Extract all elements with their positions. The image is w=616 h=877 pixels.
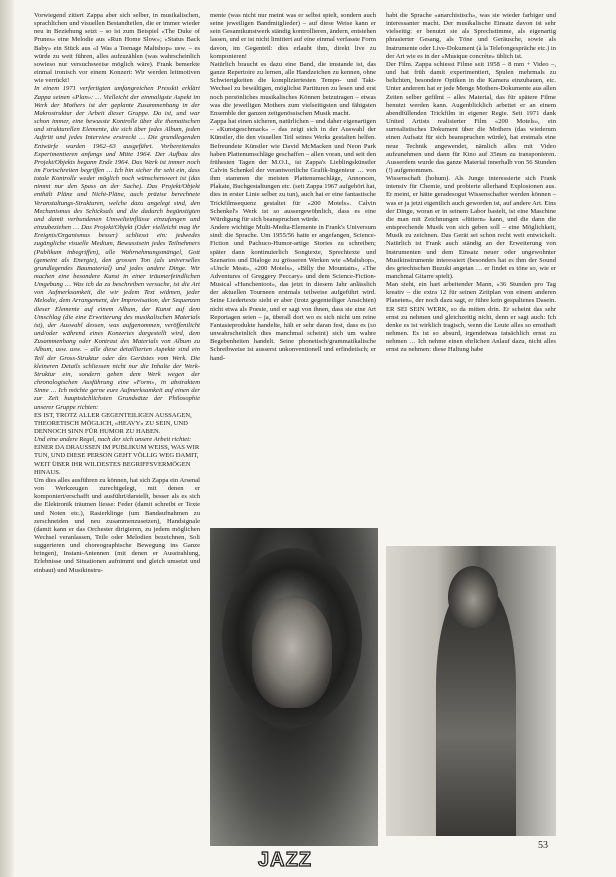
standing-photo <box>386 546 556 836</box>
paragraph: habt die Sprache «anarchistisch», was sie wieder farbiger und interessanter macht. Der musikalische Einsatz davon ist sehr vielseitig: er benutzt sie als Sprechstimme, als eigenartig phrasierter Gesang, als Töne und Geräusche, sowie als Instrumente oder Live-Dokument (à la Telefongespräche etc.) in der Art wie es in der «Musique concrète» üblich ist. <box>386 12 556 60</box>
motto-heavy: ES IST, TROTZ ALLER GEGENTEILIGEN AUSSAGEN, THEORETISCH MÖGLICH, «HEAVY» ZU SEIN, UND DENNOCH SINN FÜR HUMOR ZU HABEN. <box>34 411 192 435</box>
paragraph: mente (was nicht nur meint was er selbst spielt, sondern auch seine jeweiligen Bandmitglieder) – auf diese Weise kann er sein Gesamtkunstwerk ständig kontrollieren, ändern, entstehen lassen, und er ist nicht limitiert auf eine einmal verfasste Form davon, im Gegenteil: dies erlaubt ihm, direkt live zu komponieren! <box>210 12 376 60</box>
paragraph: Um dies alles ausführen zu können, hat sich Zappa ein Arsenal von Werkzeugen zurechtgelegt, mit denen er komponiert/erschafft und ausführt/darstellt, besser als es sich die Elektronik träumen liesse: Feder (damit schreibt er Texte und Noten etc.), Rasierklinge (um Bandaufnahmen zu zerschneiden und neu zusammenzusetzen), Handsignale (damit kann er das Orchester dirigieren, zu jedem möglichen Wechsel veranlassen, Teile oder Melodien bezeichnen, Soli suggerieren und choreographische Bewegung ins Ganze bringen), Instant-Antennen (mit denen er Ausstrahlung, Erlebnisse und Situationen aufnimmt und gleich umsetzt und einbaut) und Musikinstru- <box>34 476 200 574</box>
paragraph: Andere wichtige Multi-Media-Elemente in Frank's Universum sind: die Sprache. Um 1955/56 hatte er angefangen, Science-Fiction und Pachuco-Humor-artige Stories zu schreiben; später dann kontinuierlich Songtexte, Sprechtexte und Szenarios und Dialoge zu grösseren Werken wie «Maltshop», «Uncle Meat», «200 Motels», «Billy the Mountain», «The Adventures of Greggery Peccary» und dem Science-Fiction-Musical «Hunchentoot», das jetzt in diesem Jahr anlässlich der aktuellen Tourneen erstmals teilweise aufgeführt wird. Seine Liedertexte sieht er aber (trotz gegenteiliger Ansichten) nicht etwa als Poesie, und er sagt von ihnen, dass sie eine Art Reportagen seien – ja, überall dort wo es sich nicht um reine Fantasieprodukte handelte, hält er sehr daran fest, dass es (so unwahrscheinlich dies manchmal scheint) sich um wahre Begebenheiten handelt. Seine phonetisch/grammatikalische Schreibweise ist ausserst unkonventionell und erfindetisch; er hand- <box>210 224 376 362</box>
paragraph: Vorwiegend zitiert Zappa aber sich selber, in musikalischen, sprachlichen und visuellen Bestandteilen, die er immer wieder neu in Beziehung setzt – so ist zum Beispiel «The Duke of Prunes» eine Melodie aus «Run Home Slow»; «Status Back Baby» ein Stück aus «I Was a Teenage Maltshop» usw. – es würde zu weit führen, alles aufzuzählen (was wahrscheinlich sowieso nur versuchsweise möglich wäre). Frank bemerkte einmal ironisch vor einem Konzert: Wir werden leitmotiven wie verrückt! <box>34 12 200 85</box>
text-column-3 <box>386 12 556 547</box>
page-number: 53 <box>538 840 548 851</box>
paragraph: Zappa hat einen sicheren, natürlichen – und daher eigenartigen – «Kunstgeschmack» – das zeigt sich in der Auswahl der Künstler, die den visuellen Teil seines Werks gestalten helfen. Befreundete Künstler wie David McMacken und Neon Park haben Plattenumschläge geschaffen – allen voran, und seit den frühesten Tagen der M.O.I., ist Zappa's Lieblingskünstler Calvin Schenkel der verantwortliche Grafik-Ingenieur … von ihm stammen die meisten Plattenumschläge, Annoncen, Plakate, Buchgestaltungen etc. (seit Zappa 1967 aufgehört hat, dies in erster Linie selber zu tun), auch hat er eine fantastische Trickfilmsequenz gestaltet für «200 Motels». Calvin Schenkel's Werk ist so aussergewöhnlich, dass es eine Würdigung für sich beanspruchen würde. <box>210 118 376 223</box>
jazz-logo-text: JAZZ <box>258 849 312 870</box>
text-column-1 <box>34 12 200 575</box>
paragraph: Man sieht, ein hart arbeitender Mann, «36 Stunden pro Tag kreativ – die extra 12 für seinen Zeitplan von einem anderen Planeten», der noch dazu sagt, er führe kein gespaltenes Dasein. ER SEI SEIN WERK, so da mitten drin. Er scheint das sehr ernst zu nehmen und gleichzeitig nicht, denn er sagt auch: Ich denke es ist wirklich tragisch, wenn die Leute alles so ernsthaft nehmen. Es ist so absurd, irgendetwas tatsächlich ernst zu nehmen … Ich nehme einen ehrlichen Anlauf dazu, nicht alles ernst zu nehmen: diese Haltung habe <box>386 281 556 354</box>
paragraph: Der Film. Zappa schiesst Filme seit 1958 – 8 mm + Video –, und hat früh damit experimentiert, Spulen mehrmals zu belichten, besondere Optiken in die Kamera einzubauen, etc. Unter anderem hat er jede Menge Mothers-Dokumente aus allen Zeiten selber gefilmt – alles Material, das für spätere Filme benutzt werden kann. Augenblicklich arbeitet er an einem abendfüllenden Trickfilm in eigener Regie. Seit 1971 dank United Artists realisierter Film «200 Motels», ein surrealistisches Dokument über die Mothers (das wiederum einen Aufsatz für sich beanspruchen würde), hat erstmals eine neue Technik angewendet, nämlich alles mit Video aufzunehmen und dann für Kino auf 35mm zu transponieren. Ausserdem wurde das ganze Material innerhalb von 56 Stunden (!) aufgenommen. <box>386 60 556 174</box>
photo-face-shape <box>252 598 332 708</box>
text-column-2 <box>210 12 376 525</box>
motto-audience: EINER DA DRAUSSEN IM PUBLIKUM WEISS, WAS WIR TUN, UND DIESE PERSON GEHT VÖLLIG WEG DAMIT, WEIT ÜBER IHR WILDESTES BEGRIFFSVERMÖGEN HINAUS. <box>34 444 200 476</box>
photo-head-shape <box>448 566 498 628</box>
paragraph: Wissenschaft (hohum). Als Junge interessierte sich Frank intensiv für Chemie, und probierte allerhand Explosionen aus. Er meint, er hätte geradesogut Wissenschafter werden können – was er ja jetzt eigentlich auch geworden ist, auf andere Art. Eins der Dinge, woran er in seinem Labor bastelt, ist eine Maschine die man mit Zeichnungen «füttern» kann, und die dann die entsprechende Musik von sich geben soll – eine Möglichkeit, Musik zu zeichnen. Das Gerät sei schon recht weit entwickelt. Natürlich ist Frank auch ständig an der Erweiterung von Instrumenten und dem Einsatz neuer oder ungewohnter Musikinstrumente interessiert (besonders hat es ihm der Sound des griechischen Buzuki angetan … er findet es töne so, wie er manchmal Gitarre spielt). <box>386 175 556 280</box>
paragraph: Und eine andere Regel, nach der sich unsere Arbeit richtet: <box>34 436 192 444</box>
paragraph: Natürlich braucht es dazu eine Band, die imstande ist, das ganze Repertoire zu lernen, alle Handzeichen zu kennen, ohne Schwierigkeiten die kompliziertesten Tempo- und Takt-Wechsel zu bewältigen, möglichst Partituren zu lesen und erst noch persönliches musikalisches Können beizutragen – etwas was die jeweiligen Mothers zum vielseitigsten und fähigsten Ensemble der ganzen zeitgenössischen Musik macht. <box>210 60 376 117</box>
jazz-logo <box>240 848 330 870</box>
scan-edge <box>0 0 14 877</box>
portrait-photo <box>210 528 378 846</box>
paragraph: In einem 1971 verfertigten umfangreichen Presskit erklärt Zappa seinen «Plan»: … Vielleicht der einmaligste Aspekt im Werk der Mothers ist der geplante Zusammenhang in der Makrostruktur der Arbeit dieser Gruppe. Da ist, und war schon immer, eine bewusste Kontrolle über die thematischen und strukturellen Elemente, die sich über jedes Album, jeden Auftritt und jedes Interview erstreckt … Die grundlegenden Entwürfe wurden 1962–63 ausgeführt. Vorbereitendes Experimentieren anfangs und Mitte 1964. Der Aufbau des Projekt/Objekts begann Ende 1964. Das Werk ist immer noch im Fortschreiten begriffen … Ich bin sicher ihr seht ein, dass totale Kontrolle weder möglich noch wünschenswert ist (das nimmt nur den Spass an der Sache). Das Projekt/Objekt enthält Pläne und Nicht-Pläne, auch präzise berechnete Veranstaltungs-Strukturen, welche dazu angelegt sind, den Mechanismus des Schicksals und die dadurch begünstigten und damit verbundenen Umwelteinflüsse einzufangen und einzubeziehen … Das Projekt/Objekt (Oder vielleicht mag ihr Ereignis/Organismus besser) schliesst ein: jedwedes zugängliche visuelle Medium, Bewusstsein jedes Teilnehmers (Publikum inbegriffen), alle Wahrnehmungsmängel, Gott (gemeint als Energie), den grossen Ton (als universelles grundlegendes Baumaterial) und jedes andere Dinge. Wir machen eine besondere Kunst in einer träumerfeindlichen Umgebung … Was ich da zu beschreiben versuche, ist die Art von Aufmerksamkeit, die wir jedem Text widmen, jeder Melodie, dem Arrangement, der Improvisation, der Sequenzen dieser Elemente auf einem Album, der Kunst auf dem Umschlag (die eine Erweiterung des musikalischen Materials ist), der Auswahl dessen, was aufgenommen, veröffentlicht und/oder während eines Konzertes dargestellt wird, dem Zusammenhang oder Kontrast des Materials von Album zu Album, usw. usw. – alle diese detaillierten Aspekte sind ein Teil der Gross-Struktur oder des Gerüstes vom Werk. Die kleineren Details schliessen nicht nur die Inhalte der Werk-Struktur ein, sondern geben dem Werk wegen der chronologischen Ausführung eine «Form», in abstraktem Sinne … Ich möchte gerne eure Aufmerksamkeit auf einen der zur Zeit hauptsächlichsten Grundsätze der Philosophie unserer Gruppe richten: <box>34 85 200 411</box>
